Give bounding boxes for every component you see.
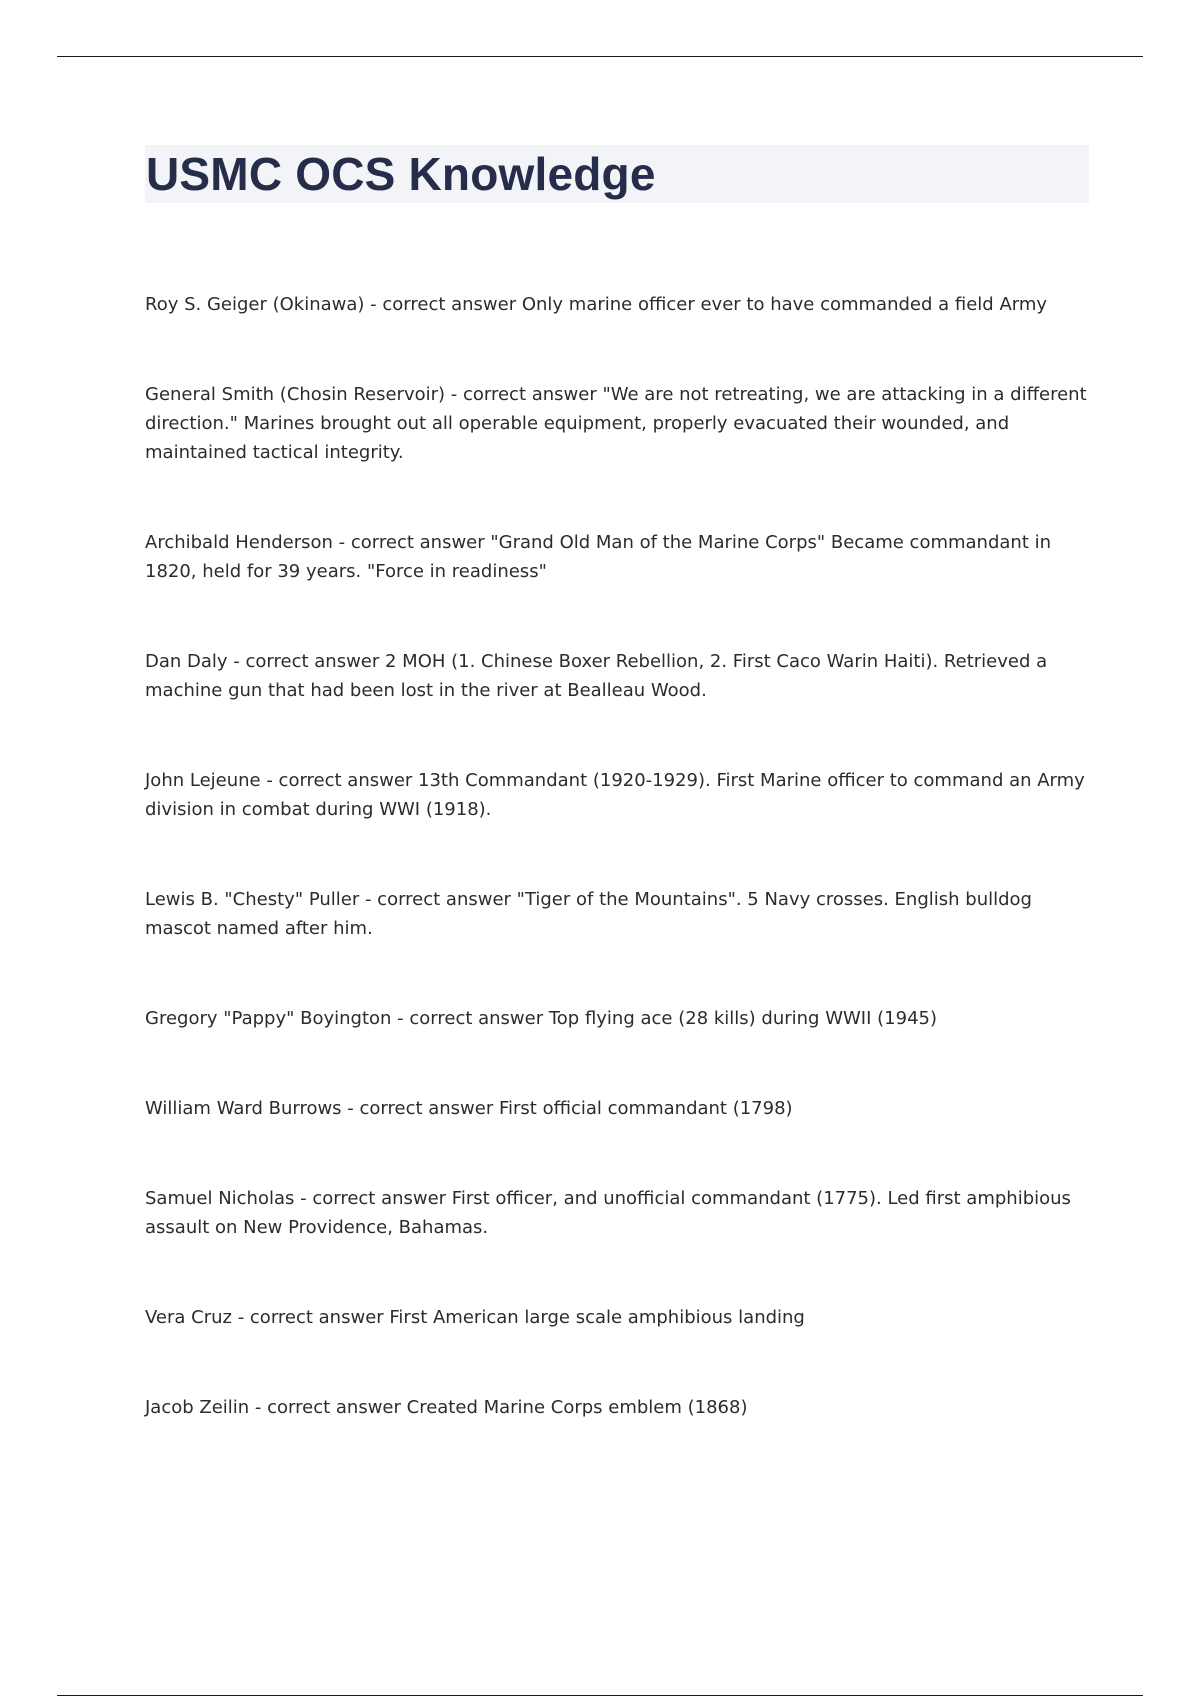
entry-archibald-henderson: Archibald Henderson - correct answer "Grand Old Man of the Marine Corps" Became commandant in 1820, held for 39 years. "Force in readiness" bbox=[145, 532, 1052, 582]
entry-general-smith: General Smith (Chosin Reservoir) - correct answer "We are not retreating, we are attacking in a different direction." Marines brought out all operable equipment, properly evacuated their wounded, and maintained tactical integrity. bbox=[145, 384, 1087, 463]
entry-roy-geiger: Roy S. Geiger (Okinawa) - correct answer Only marine officer ever to have commanded a field Army bbox=[145, 294, 1048, 315]
entry-chesty-puller: Lewis B. "Chesty" Puller - correct answer "Tiger of the Mountains". 5 Navy crosses. English bulldog mascot named after him. bbox=[145, 889, 1032, 939]
entry-john-lejeune: John Lejeune - correct answer 13th Commandant (1920-1929). First Marine officer to command an Army division in combat during WWI (1918). bbox=[145, 770, 1085, 820]
entry-pappy-boyington: Gregory "Pappy" Boyington - correct answer Top flying ace (28 kills) during WWII (1945) bbox=[145, 1008, 937, 1029]
title-band bbox=[145, 145, 1089, 203]
entry-dan-daly: Dan Daly - correct answer 2 MOH (1. Chinese Boxer Rebellion, 2. First Caco Warin Haiti). Retrieved a machine gun that had been lost in the river at Bealleau Wood. bbox=[145, 651, 1048, 701]
entry-jacob-zeilin: Jacob Zeilin - correct answer Created Marine Corps emblem (1868) bbox=[145, 1397, 748, 1418]
entry-samuel-nicholas: Samuel Nicholas - correct answer First officer, and unofficial commandant (1775). Led first amphibious assault on New Providence, Bahamas. bbox=[145, 1188, 1071, 1238]
page-title: USMC OCS Knowledge bbox=[146, 148, 656, 200]
entry-list bbox=[145, 290, 1090, 1483]
entry-vera-cruz: Vera Cruz - correct answer First American large scale amphibious landing bbox=[145, 1307, 805, 1328]
entry-william-burrows: William Ward Burrows - correct answer First official commandant (1798) bbox=[145, 1098, 793, 1119]
footer-rule bbox=[57, 1695, 1143, 1696]
header-rule bbox=[57, 56, 1143, 57]
